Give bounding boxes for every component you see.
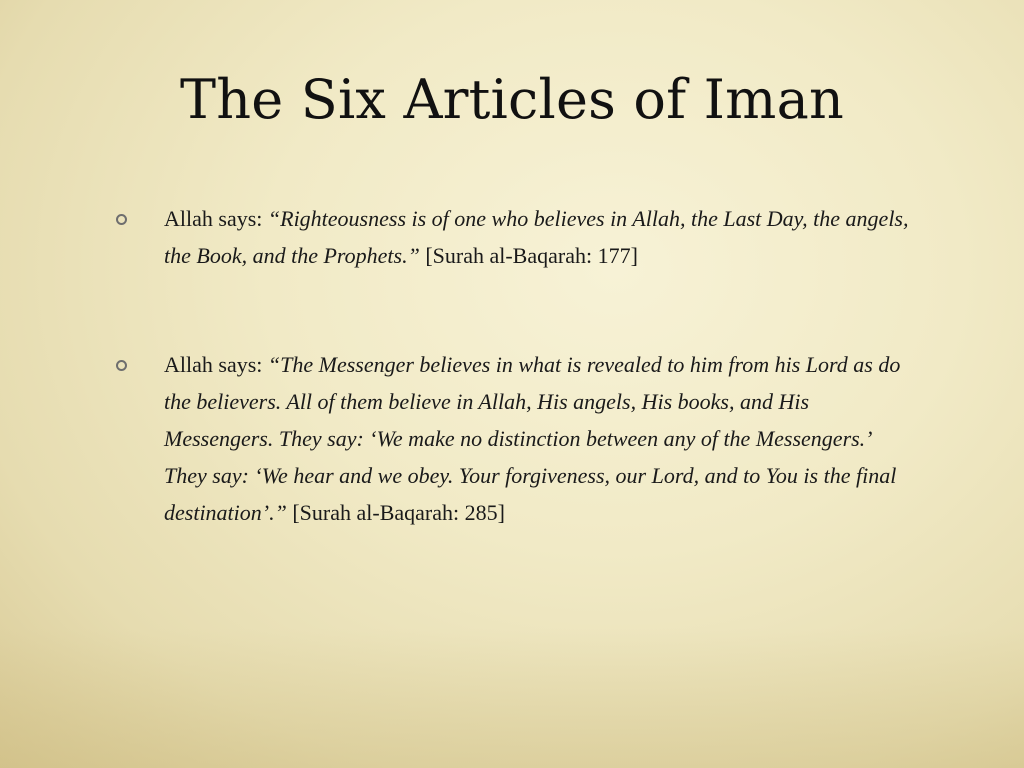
- bullet-citation: [Surah al-Baqarah: 177]: [419, 243, 638, 268]
- bullet-list: [112, 200, 912, 531]
- bullet-citation: [Surah al-Baqarah: 285]: [286, 500, 505, 525]
- bullet-lead: Allah says:: [164, 206, 268, 231]
- slide-title: The Six Articles of Iman: [180, 68, 844, 131]
- bullet-quote: “Righteousness is of one who believes in Allah, the Last Day, the angels, the Book, and the Prophets.”: [164, 206, 909, 268]
- bullet-item: [112, 200, 912, 274]
- bullet-quote: “The Messenger believes in what is revealed to him from his Lord as do the believers. All of them believe in Allah, His angels, His books, and His Messengers. They say: ‘We make no distinction between any of the Messengers.’ They say: ‘We hear and we obey. Your forgiveness, our Lord, and to You is the final destination’.”: [164, 352, 901, 525]
- bullet-lead: Allah says:: [164, 352, 268, 377]
- bullet-item: [112, 346, 912, 531]
- circle-bullet-icon: [116, 214, 127, 225]
- circle-bullet-icon: [116, 360, 127, 371]
